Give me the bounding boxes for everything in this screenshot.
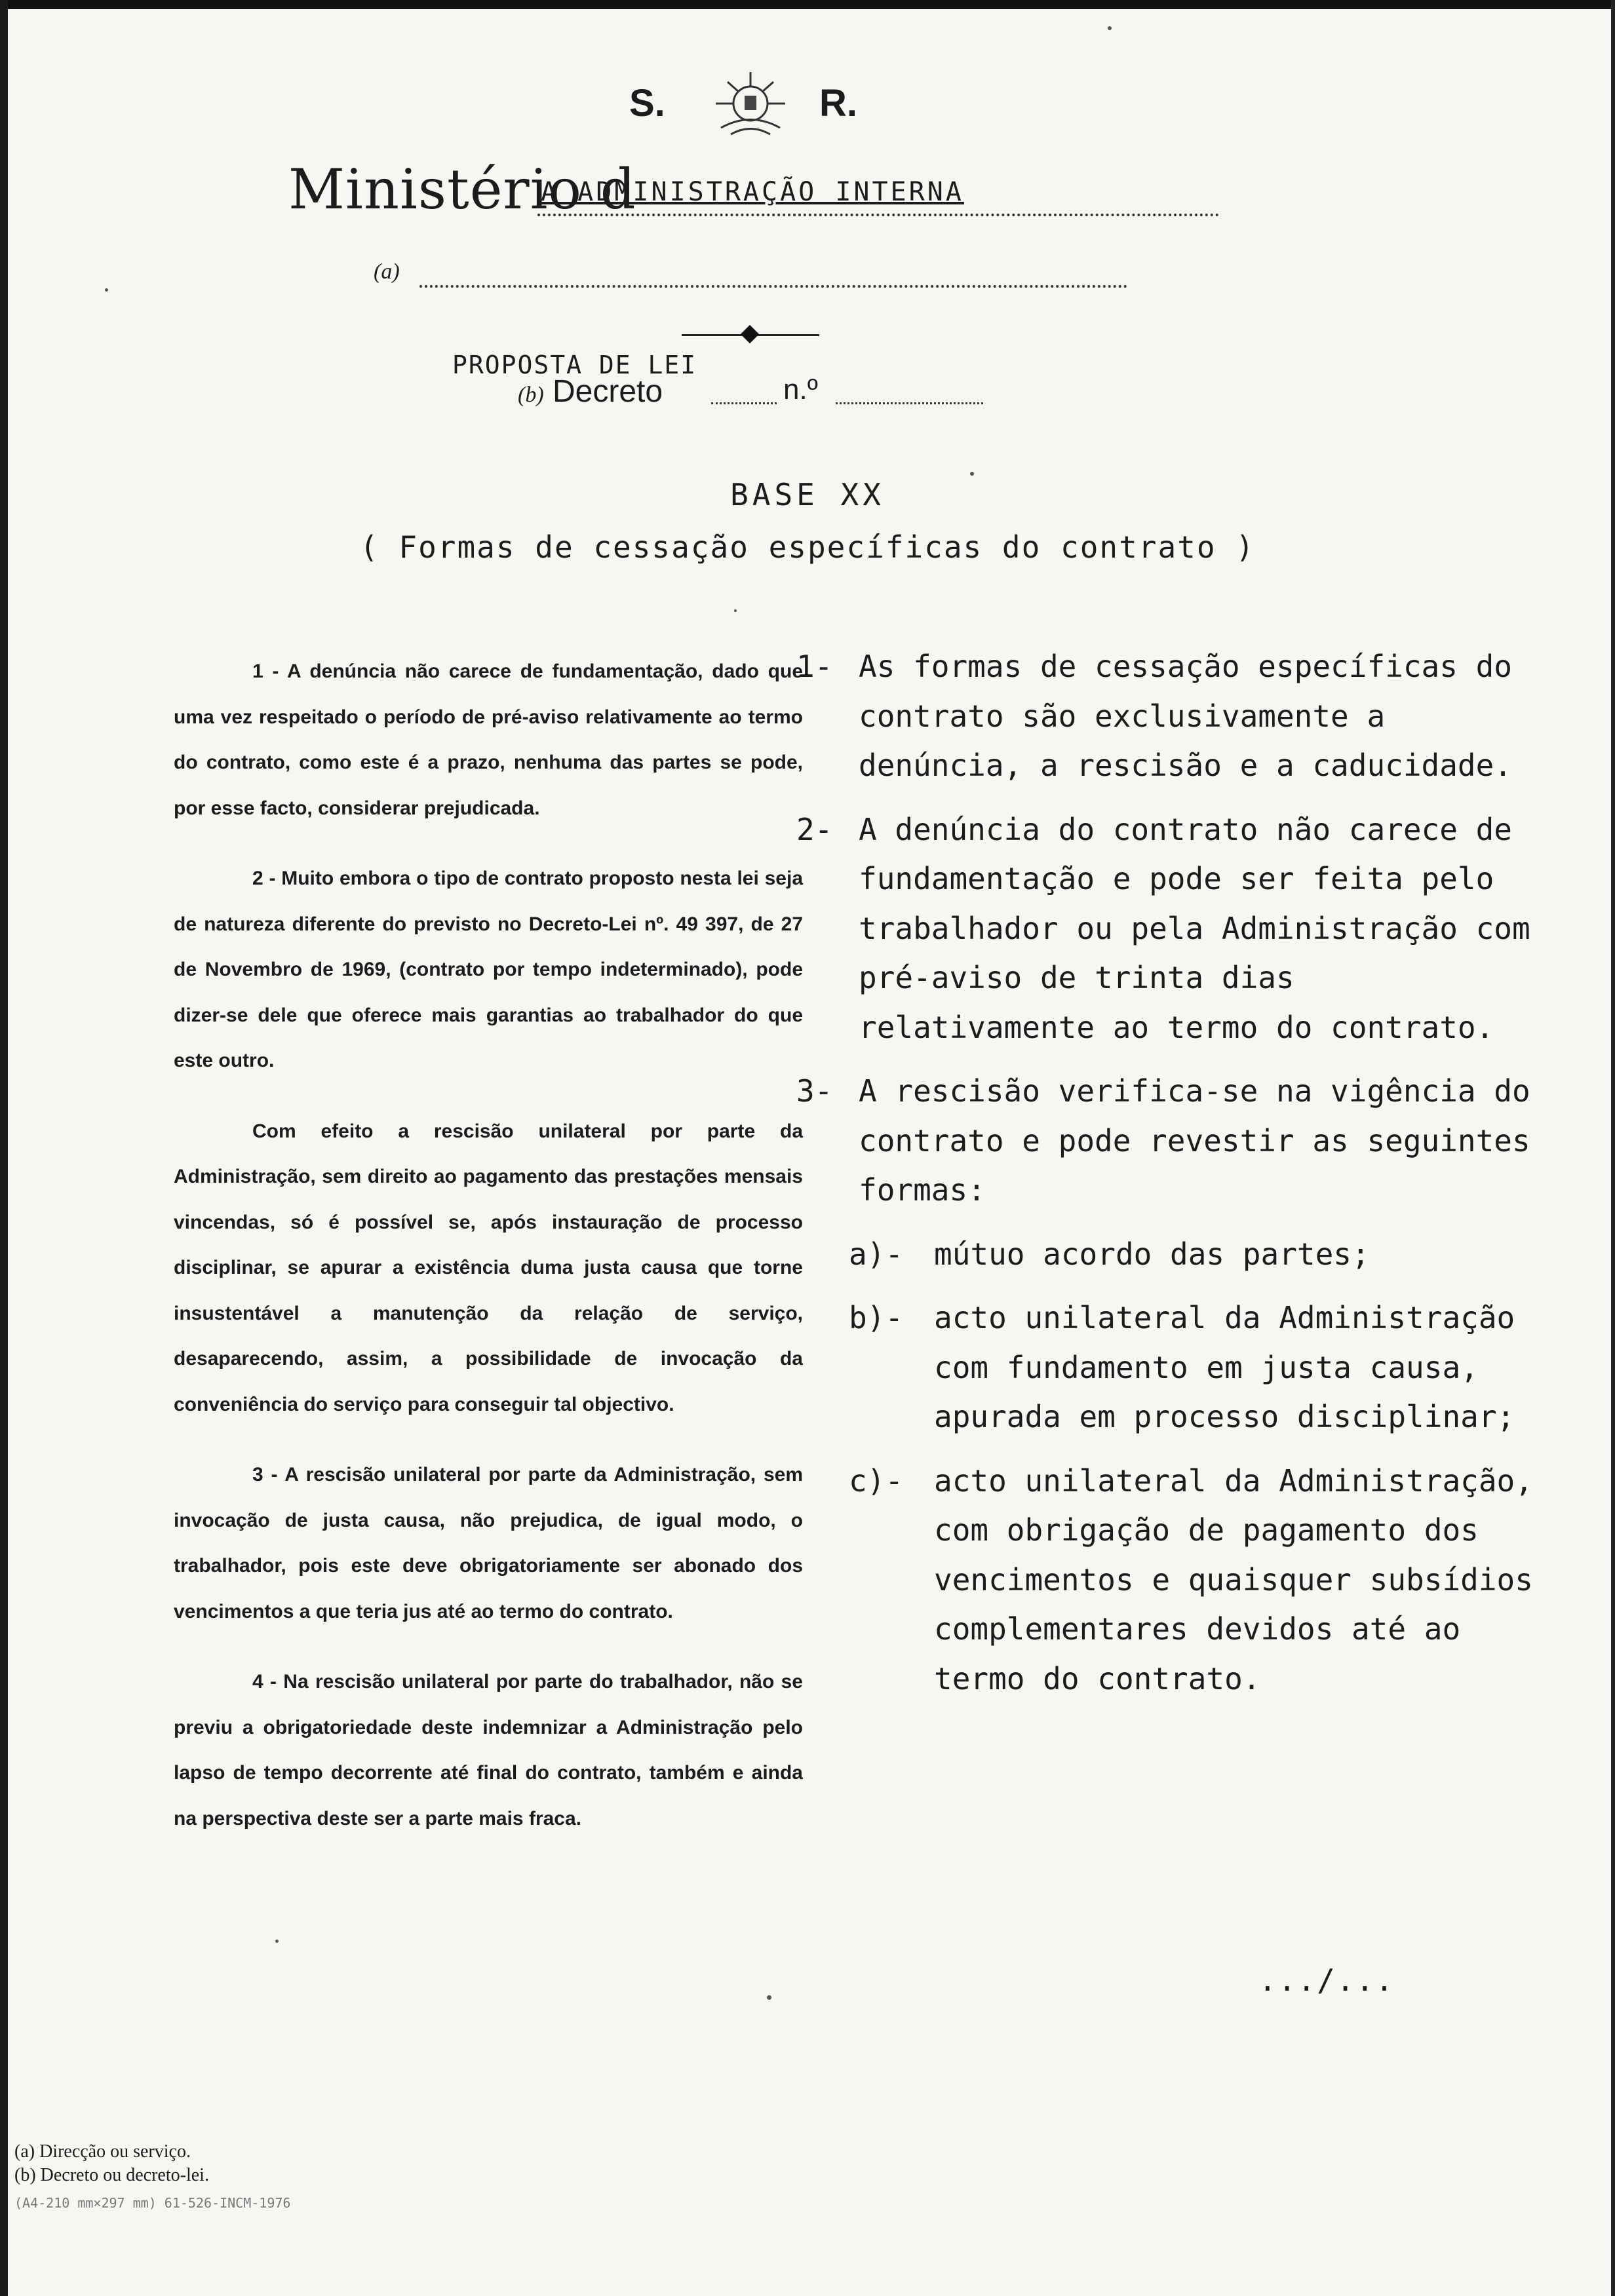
justification-notes (174, 649, 803, 1866)
field-a-dotted-line (419, 285, 1127, 288)
article-item (796, 805, 1540, 1053)
ministry-value: A ADMINISTRAÇÃO INTERNA (541, 177, 964, 207)
article-subitem (796, 1293, 1540, 1442)
scan-speck (767, 1995, 771, 2000)
ministry-prefix: Ministério d (288, 157, 636, 221)
decreto-word: Decreto (553, 374, 663, 409)
subitem-text: acto unilateral da Administração, com obrigação de pagamento dos vencimentos e quaisquer subsídios complementares devidos até ao termo do contrato. (934, 1463, 1533, 1696)
header-letter-s: S. (629, 82, 665, 124)
scan-border-top (0, 0, 1615, 9)
decreto-label (518, 373, 663, 410)
ministry-dotted-line (537, 214, 1219, 216)
scan-speck (1108, 26, 1112, 30)
separator-diamond-icon (741, 325, 759, 343)
article-subitem (796, 1457, 1540, 1704)
note-paragraph: 1 - A denúncia não carece de fundamentação, dado que uma vez respeitado o período de pré-aviso relativamente ao termo do contrato, como este é a prazo, nenhuma das partes se pode, por esse facto, considerar prejudicada. (174, 660, 803, 819)
number-dotted-line (836, 402, 983, 404)
coat-of-arms-icon (701, 66, 800, 144)
article-text: A rescisão verifica-se na vigência do contrato e pode revestir as seguintes formas: (859, 1073, 1530, 1208)
article-item (796, 1067, 1540, 1215)
law-articles (796, 642, 1540, 1718)
article-number: 2- (796, 811, 833, 847)
note-paragraph: Com efeito a rescisão unilateral por parte da Administração, sem direito ao pagamento das prestações mensais vincendas, só é possível se, após instauração de processo disciplinar, se apurar a existência duma justa causa que torne insustentável a manutenção da relação de serviço, desaparecendo, assim, a possibilidade de invocação da conveniência do serviço para conseguir tal objectivo. (174, 1120, 803, 1415)
scan-speck (275, 1940, 279, 1943)
article-number: 3- (796, 1073, 833, 1109)
subitem-label: a)- (849, 1236, 904, 1272)
article-text: A denúncia do contrato não carece de fundamentação e pode ser feita pelo trabalhador ou pela Administração com pré-aviso de trinta dias relativamente ao termo do contrato. (859, 811, 1530, 1045)
field-a-marker: (a) (374, 259, 400, 284)
scan-speck (105, 288, 108, 292)
header-letter-r: R. (819, 82, 857, 124)
article-item (796, 642, 1540, 791)
proposta-de-lei: PROPOSTA DE LEI (452, 351, 697, 379)
decreto-dotted-line (711, 402, 777, 404)
subitem-text: mútuo acordo das partes; (934, 1236, 1370, 1272)
republic-header (629, 66, 891, 151)
footnote-a: (a) Direcção ou serviço. (14, 2141, 191, 2162)
scan-speck (734, 609, 737, 612)
base-title: BASE XX (730, 477, 885, 512)
number-label: n.º (783, 373, 818, 406)
article-subitem (796, 1230, 1540, 1280)
printer-imprint: (A4-210 mm×297 mm) 61-526-INCM-1976 (14, 2195, 291, 2211)
scan-speck (970, 472, 974, 476)
continued-marker: .../... (1258, 1962, 1395, 1998)
note-paragraph: 3 - A rescisão unilateral por parte da Administração, sem invocação de justa causa, não prejudica, de igual modo, o trabalhador, pois este deve obrigatoriamente ser abonado dos vencimentos a que teria jus até ao termo do contrato. (174, 1464, 803, 1622)
article-number: 1- (796, 649, 833, 684)
base-subtitle: ( Formas de cessação específicas do contrato ) (360, 529, 1255, 565)
subitem-label: c)- (849, 1463, 904, 1499)
footnote-b: (b) Decreto ou decreto-lei. (14, 2165, 209, 2185)
note-paragraph: 2 - Muito embora o tipo de contrato proposto nesta lei seja de natureza diferente do previsto no Decreto-Lei nº. 49 397, de 27 de Novembro de 1969, (contrato por tempo indeterminado), pode dizer-se dele que oferece mais garantias ao trabalhador do que este outro. (174, 868, 803, 1071)
decreto-marker: (b) (518, 383, 544, 407)
scan-border-left (0, 0, 8, 2296)
note-paragraph: 4 - Na rescisão unilateral por parte do trabalhador, não se previu a obrigatoriedade deste indemnizar a Administração pelo lapso de tempo decorrente até final do contrato, também e ainda na perspectiva deste ser a parte mais fraca. (174, 1671, 803, 1829)
article-text: As formas de cessação específicas do contrato são exclusivamente a denúncia, a rescisão e a caducidade. (859, 649, 1512, 783)
subitem-label: b)- (849, 1300, 904, 1335)
scan-border-right (1611, 0, 1615, 2296)
subitem-text: acto unilateral da Administração com fundamento em justa causa, apurada em processo disciplinar; (934, 1300, 1515, 1434)
